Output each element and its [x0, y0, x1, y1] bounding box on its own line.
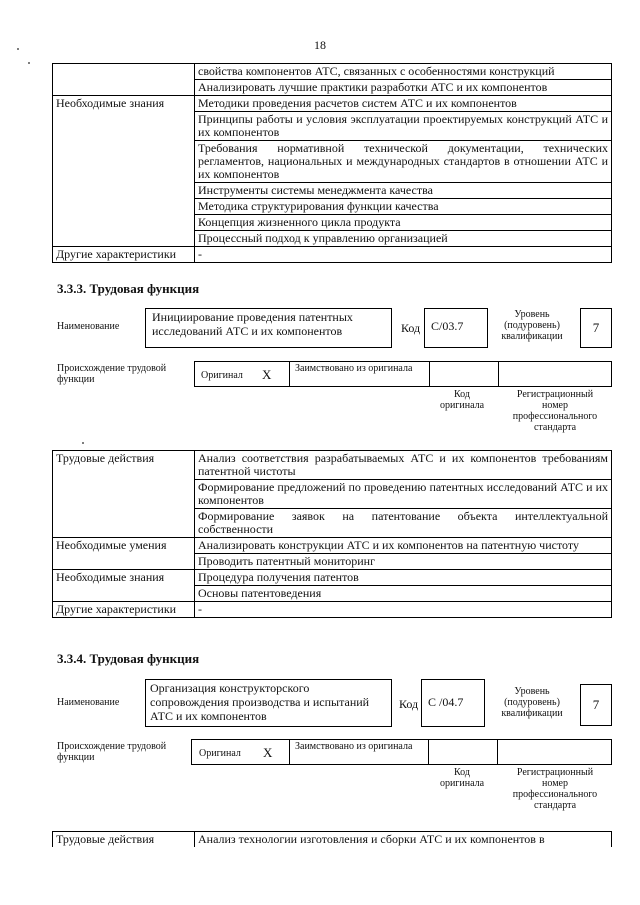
- row-label: Трудовые действия: [53, 832, 195, 848]
- table-row: [53, 832, 612, 848]
- row-value: Формирование заявок на патентование объекта интеллектуальной собственности: [195, 509, 612, 538]
- row-label: [53, 183, 195, 199]
- row-label: Необходимые знания: [53, 96, 195, 112]
- table-row: [53, 183, 612, 199]
- row-value: Основы патентоведения: [195, 586, 612, 602]
- row-label: [53, 231, 195, 247]
- row-value: Концепция жизненного цикла продукта: [195, 215, 612, 231]
- row-value: Процессный подход к управлению организацией: [195, 231, 612, 247]
- table-row: [53, 247, 612, 263]
- knowledge-table: [52, 63, 612, 263]
- divider: [498, 362, 499, 386]
- row-label: [53, 80, 195, 96]
- row-label: [53, 554, 195, 570]
- table-row: [53, 64, 612, 80]
- row-value: Требования нормативной технической документации, технических регламентов, национальных и международных стандартов в отношении АТС и их компонентов: [195, 141, 612, 183]
- row-label: Другие характеристики: [53, 602, 195, 618]
- table-row: [53, 141, 612, 183]
- row-label: [53, 509, 195, 538]
- table-row: [53, 509, 612, 538]
- divider: [289, 740, 290, 764]
- labor-actions-table: [52, 831, 612, 847]
- origin-table: [194, 361, 612, 387]
- borrowed-label: Заимствовано из оригинала: [295, 741, 413, 752]
- row-value: Анализировать конструкции АТС и их компонентов на патентную чистоту: [195, 538, 612, 554]
- divider: [429, 362, 430, 386]
- row-label: [53, 64, 195, 80]
- row-label: [53, 215, 195, 231]
- code-label: Код: [401, 321, 421, 335]
- row-value: Формирование предложений по проведению патентных исследований АТС и их компонентов: [195, 480, 612, 509]
- name-label: Наименование: [57, 697, 120, 708]
- table-row: [53, 112, 612, 141]
- table-row: [53, 554, 612, 570]
- row-label: Необходимые умения: [53, 538, 195, 554]
- row-label: Трудовые действия: [53, 451, 195, 480]
- row-value: Инструменты системы менеджмента качества: [195, 183, 612, 199]
- row-label: Необходимые знания: [53, 570, 195, 586]
- name-label: Наименование: [57, 321, 120, 332]
- table-row: [53, 96, 612, 112]
- divider: [497, 740, 498, 764]
- divider: [428, 740, 429, 764]
- row-value: Анализ соответствия разрабатываемых АТС и их компонентов требованиям патентной чистоты: [195, 451, 612, 480]
- origin-label: Происхождение трудовой функции: [57, 363, 167, 385]
- row-label: [53, 199, 195, 215]
- table-row: [53, 199, 612, 215]
- origin-label: Происхождение трудовой функции: [57, 741, 167, 763]
- origin-table: [191, 739, 612, 765]
- row-value: свойства компонентов АТС, связанных с особенностями конструкций: [195, 64, 612, 80]
- table-row: [53, 602, 612, 618]
- table-row: [53, 570, 612, 586]
- level-box: 7: [580, 684, 612, 726]
- function-name-box: Инициирование проведения патентных исследований АТС и их компонентов: [145, 308, 392, 348]
- section-heading: 3.3.3. Трудовая функция: [57, 281, 200, 296]
- code-original-label: Код оригинала: [439, 767, 485, 789]
- original-mark: X: [262, 367, 272, 382]
- row-value: Принципы работы и условия эксплуатации проектируемых конструкций АТС и их компонентов: [195, 112, 612, 141]
- table-row: [53, 586, 612, 602]
- row-label: [53, 141, 195, 183]
- borrowed-label: Заимствовано из оригинала: [295, 363, 413, 374]
- page-number: 18: [314, 38, 326, 52]
- table-row: [53, 215, 612, 231]
- row-value: Методика структурирования функции качества: [195, 199, 612, 215]
- level-label: Уровень (подуровень) квалификации: [501, 309, 563, 342]
- level-label: Уровень (подуровень) квалификации: [501, 686, 563, 719]
- row-value: -: [195, 602, 612, 618]
- function-name-box: Организация конструкторского сопровождения производства и испытаний АТС и их компонентов: [145, 679, 392, 727]
- reg-number-label: Регистрационный номер профессионального стандарта: [512, 767, 598, 811]
- row-label: [53, 112, 195, 141]
- row-value: Процедура получения патентов: [195, 570, 612, 586]
- code-label: Код: [399, 697, 419, 711]
- row-value: Анализировать лучшие практики разработки АТС и их компонентов: [195, 80, 612, 96]
- table-row: [53, 480, 612, 509]
- table-row: [53, 231, 612, 247]
- original-mark: X: [263, 745, 273, 760]
- row-value: Проводить патентный мониторинг: [195, 554, 612, 570]
- table-row: [53, 451, 612, 480]
- row-label: Другие характеристики: [53, 247, 195, 263]
- row-label: [53, 480, 195, 509]
- code-original-label: Код оригинала: [439, 389, 485, 411]
- code-box: C /04.7: [421, 679, 485, 727]
- row-value: Методики проведения расчетов систем АТС и их компонентов: [195, 96, 612, 112]
- row-label: [53, 586, 195, 602]
- original-label: Оригинал: [199, 748, 241, 759]
- reg-number-label: Регистрационный номер профессионального стандарта: [512, 389, 598, 433]
- table-row: [53, 538, 612, 554]
- labor-actions-table: [52, 450, 612, 618]
- table-row: [53, 80, 612, 96]
- code-box: C/03.7: [424, 308, 488, 348]
- level-box: 7: [580, 308, 612, 348]
- section-heading: 3.3.4. Трудовая функция: [57, 651, 200, 666]
- row-value: Анализ технологии изготовления и сборки АТС и их компонентов в: [195, 832, 612, 848]
- original-label: Оригинал: [201, 370, 243, 381]
- row-value: -: [195, 247, 612, 263]
- divider: [289, 362, 290, 386]
